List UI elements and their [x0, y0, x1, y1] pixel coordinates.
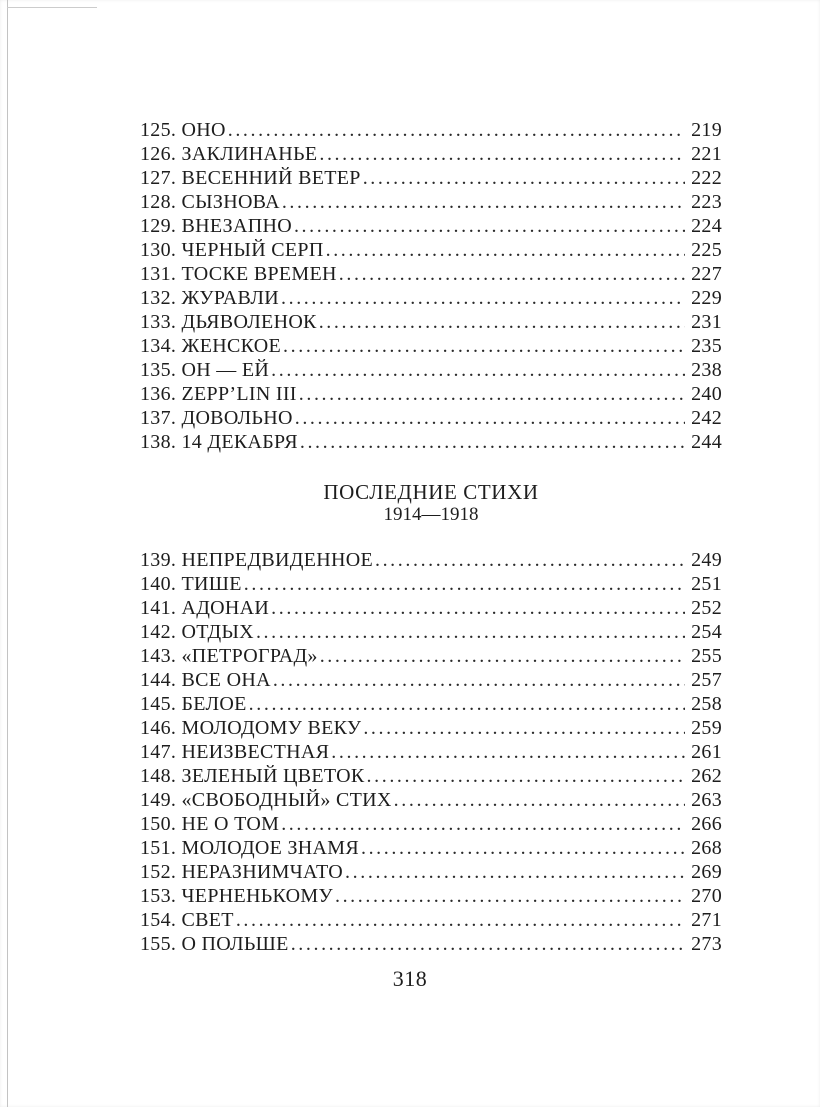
toc-dot-leader — [271, 596, 685, 620]
toc-entry — [140, 932, 722, 956]
toc-dot-leader — [281, 286, 685, 310]
toc-entry-page: 231 — [691, 311, 722, 333]
toc-entry-page: 268 — [691, 837, 722, 859]
toc-dot-leader — [291, 932, 685, 956]
toc-entry — [140, 548, 722, 572]
toc-entry-page: 235 — [691, 335, 722, 357]
toc-entry-title: 127. ВЕСЕННИЙ ВЕТЕР — [140, 167, 361, 189]
toc-entry — [140, 572, 722, 596]
toc-dot-leader — [361, 836, 685, 860]
toc-entry — [140, 358, 722, 382]
toc-entry-page: 257 — [691, 669, 722, 691]
toc-entry-title: 152. НЕРАЗНИМЧАТО — [140, 861, 344, 883]
toc-entry-title: 130. ЧЕРНЫЙ СЕРП — [140, 239, 324, 261]
toc-entry-page: 269 — [691, 861, 722, 883]
toc-entry — [140, 214, 722, 238]
toc-entry-title: 149. «СВОБОДНЫЙ» СТИХ — [140, 789, 392, 811]
toc-entry-page: 254 — [691, 621, 722, 643]
toc-entry — [140, 764, 722, 788]
toc-entry-title: 126. ЗАКЛИНАНЬЕ — [140, 143, 318, 165]
toc-entry-title: 128. СЫЗНОВА — [140, 191, 280, 213]
toc-entry-title: 146. МОЛОДОМУ ВЕКУ — [140, 717, 362, 739]
toc-entry-page: 258 — [691, 693, 722, 715]
scan-edge-left — [7, 0, 8, 1107]
toc-dot-leader — [363, 166, 685, 190]
page-number: 318 — [392, 966, 428, 991]
toc-entry-page: 222 — [691, 167, 722, 189]
toc-entry-title: 139. НЕПРЕДВИДЕННОЕ — [140, 549, 373, 571]
toc-entry-page: 229 — [691, 287, 722, 309]
toc-dot-leader — [283, 334, 685, 358]
toc-entry-page: 244 — [691, 431, 722, 453]
toc-dot-leader — [236, 908, 685, 932]
toc-entry — [140, 334, 722, 358]
toc-entry-page: 223 — [691, 191, 722, 213]
toc-entry-title: 140. ТИШЕ — [140, 573, 242, 595]
toc-entry-page: 242 — [691, 407, 722, 429]
toc-entry-title: 143. «ПЕТРОГРАД» — [140, 645, 318, 667]
toc-dot-leader — [299, 382, 685, 406]
toc-dot-leader — [345, 860, 685, 884]
toc-dot-leader — [363, 716, 685, 740]
toc-entry — [140, 238, 722, 262]
table-of-contents — [140, 118, 722, 956]
toc-entry — [140, 382, 722, 406]
toc-dot-leader — [300, 430, 685, 454]
toc-entry — [140, 166, 722, 190]
toc-entry — [140, 142, 722, 166]
toc-entry-title: 134. ЖЕНСКОЕ — [140, 335, 282, 357]
toc-dot-leader — [282, 190, 685, 214]
toc-entry-page: 273 — [691, 933, 722, 955]
toc-entry-page: 270 — [691, 885, 722, 907]
toc-dot-leader — [295, 406, 685, 430]
toc-dot-leader — [367, 764, 685, 788]
toc-entry — [140, 262, 722, 286]
toc-dot-leader — [256, 620, 685, 644]
toc-entry-title: 154. СВЕТ — [140, 909, 234, 931]
toc-entry — [140, 596, 722, 620]
toc-dot-leader — [273, 668, 685, 692]
toc-entry-title: 131. ТОСКЕ ВРЕМЕН — [140, 263, 337, 285]
toc-dot-leader — [320, 644, 685, 668]
toc-dot-leader — [294, 214, 685, 238]
toc-entry-title: 144. ВСЕ ОНА — [140, 669, 271, 691]
section-heading: ПОСЛЕДНИЕ СТИХИ — [323, 480, 539, 504]
toc-entry — [140, 716, 722, 740]
toc-entry-page: 221 — [691, 143, 722, 165]
toc-dot-leader — [339, 262, 685, 286]
toc-entry — [140, 860, 722, 884]
toc-entry-title: 148. ЗЕЛЕНЫЙ ЦВЕТОК — [140, 765, 365, 787]
toc-entry-page: 255 — [691, 645, 722, 667]
toc-dot-leader — [281, 812, 685, 836]
toc-section-1 — [140, 118, 722, 454]
toc-dot-leader — [228, 118, 685, 142]
toc-entry-title: 145. БЕЛОЕ — [140, 693, 247, 715]
toc-entry — [140, 740, 722, 764]
toc-entry — [140, 286, 722, 310]
toc-entry-page: 262 — [691, 765, 722, 787]
toc-entry-title: 153. ЧЕРНЕНЬКОМУ — [140, 885, 333, 907]
toc-entry-title: 150. НЕ О ТОМ — [140, 813, 280, 835]
toc-entry-page: 227 — [691, 263, 722, 285]
toc-entry-title: 125. ОНО — [140, 119, 226, 141]
toc-entry-title: 135. ОН — ЕЙ — [140, 359, 270, 381]
toc-entry-page: 249 — [691, 549, 722, 571]
toc-dot-leader — [319, 310, 685, 334]
toc-entry-title: 133. ДЬЯВОЛЕНОК — [140, 311, 317, 333]
toc-dot-leader — [375, 548, 685, 572]
toc-entry — [140, 812, 722, 836]
toc-entry-title: 136. ZEPP’LIN III — [140, 383, 297, 405]
toc-dot-leader — [331, 740, 685, 764]
toc-entry-page: 251 — [691, 573, 722, 595]
toc-entry — [140, 118, 722, 142]
toc-section-2 — [140, 548, 722, 956]
toc-entry-page: 219 — [691, 119, 722, 141]
toc-entry-title: 138. 14 ДЕКАБРЯ — [140, 431, 298, 453]
toc-entry-page: 271 — [691, 909, 722, 931]
toc-entry — [140, 310, 722, 334]
toc-entry-title: 129. ВНЕЗАПНО — [140, 215, 292, 237]
toc-dot-leader — [319, 142, 685, 166]
toc-entry-page: 252 — [691, 597, 722, 619]
toc-entry-page: 238 — [691, 359, 722, 381]
toc-entry — [140, 620, 722, 644]
toc-dot-leader — [394, 788, 685, 812]
toc-entry-title: 147. НЕИЗВЕСТНАЯ — [140, 741, 330, 763]
toc-entry-page: 263 — [691, 789, 722, 811]
toc-entry-title: 151. МОЛОДОЕ ЗНАМЯ — [140, 837, 359, 859]
toc-entry — [140, 908, 722, 932]
toc-entry-title: 142. ОТДЫХ — [140, 621, 254, 643]
toc-entry — [140, 788, 722, 812]
toc-dot-leader — [249, 692, 685, 716]
toc-entry-title: 132. ЖУРАВЛИ — [140, 287, 279, 309]
toc-entry — [140, 406, 722, 430]
section-dates: 1914—1918 — [383, 504, 479, 525]
toc-entry-page: 240 — [691, 383, 722, 405]
scan-edge-top — [7, 7, 97, 8]
toc-entry — [140, 884, 722, 908]
toc-entry-page: 259 — [691, 717, 722, 739]
toc-entry — [140, 190, 722, 214]
toc-dot-leader — [244, 572, 685, 596]
toc-entry — [140, 836, 722, 860]
toc-entry — [140, 644, 722, 668]
toc-entry-title: 155. О ПОЛЬШЕ — [140, 933, 289, 955]
toc-entry-title: 137. ДОВОЛЬНО — [140, 407, 293, 429]
toc-entry — [140, 668, 722, 692]
toc-entry — [140, 692, 722, 716]
toc-dot-leader — [326, 238, 685, 262]
toc-entry-page: 225 — [691, 239, 722, 261]
toc-entry — [140, 430, 722, 454]
toc-dot-leader — [271, 358, 685, 382]
toc-entry-page: 261 — [691, 741, 722, 763]
toc-dot-leader — [335, 884, 685, 908]
toc-entry-title: 141. АДОНАИ — [140, 597, 270, 619]
toc-entry-page: 224 — [691, 215, 722, 237]
toc-entry-page: 266 — [691, 813, 722, 835]
